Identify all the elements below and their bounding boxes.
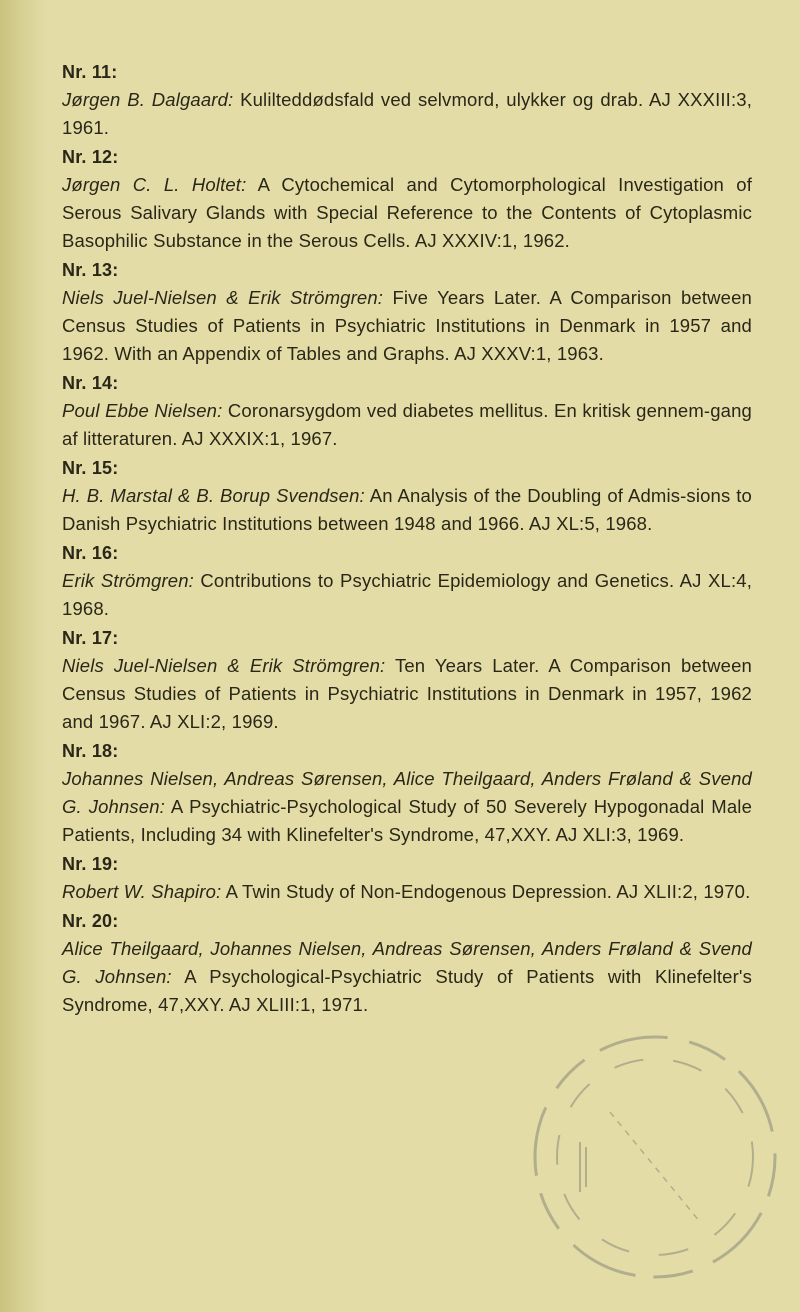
entry-authors: Robert W. Shapiro: xyxy=(62,881,222,902)
entry-number: Nr. 12: xyxy=(62,147,119,167)
entry-reference xyxy=(62,652,752,736)
entry-reference xyxy=(62,482,752,538)
list-item xyxy=(62,539,752,623)
entry-reference xyxy=(62,567,752,623)
entry-number: Nr. 13: xyxy=(62,260,119,280)
list-item xyxy=(62,256,752,368)
entry-number: Nr. 15: xyxy=(62,458,119,478)
library-stamp-icon xyxy=(520,1022,790,1292)
entry-reference xyxy=(62,765,752,849)
bibliography-list xyxy=(62,58,752,1020)
entry-authors: Johannes Nielsen, Andreas Sørensen, Alice Theilgaard, Anders Frøland & Svend G. Johnsen: xyxy=(62,768,752,817)
list-item xyxy=(62,143,752,255)
entry-authors: Niels Juel-Nielsen & Erik Strömgren: xyxy=(62,287,384,308)
entry-number: Nr. 20: xyxy=(62,911,119,931)
entry-authors: Niels Juel-Nielsen & Erik Strömgren: xyxy=(62,655,386,676)
entry-title: A Twin Study of Non-Endogenous Depression. AJ XLII:2, 1970. xyxy=(221,881,751,902)
entry-authors: Poul Ebbe Nielsen: xyxy=(62,400,223,421)
entry-number: Nr. 17: xyxy=(62,628,119,648)
entry-authors: Erik Strömgren: xyxy=(62,570,194,591)
entry-title: A Cytochemical and Cytomorphological Investigation of Serous Salivary Glands with Special Reference to the Contents of Cytoplasmic Basophilic Substance in the Serous Cells. AJ XXXIV:1, 1962. xyxy=(62,174,752,251)
entry-authors: Alice Theilgaard, Johannes Nielsen, Andreas Sørensen, Anders Frøland & Svend G. Johnsen: xyxy=(62,938,752,987)
entry-title: An Analysis of the Doubling of Admis-sions to Danish Psychiatric Institutions between 1948 and 1966. AJ XL:5, 1968. xyxy=(62,485,752,534)
list-item xyxy=(62,454,752,538)
entry-reference xyxy=(62,397,752,453)
entry-reference xyxy=(62,171,752,255)
list-item xyxy=(62,369,752,453)
list-item xyxy=(62,58,752,142)
entry-number: Nr. 19: xyxy=(62,854,119,874)
entry-title: Ten Years Later. A Comparison between Census Studies of Patients in Psychiatric Institutions in Denmark in 1957, 1962 and 1967. AJ XLI:2, 1969. xyxy=(62,655,752,732)
entry-title: Five Years Later. A Comparison between Census Studies of Patients in Psychiatric Institutions in Denmark in 1957 and 1962. With an Appendix of Tables and Graphs. AJ XXXV:1, 1963. xyxy=(62,287,752,364)
entry-authors: Jørgen C. L. Holtet: xyxy=(62,174,247,195)
entry-reference xyxy=(62,935,752,1019)
entry-reference xyxy=(62,878,752,906)
entry-title: A Psychiatric-Psychological Study of 50 Severely Hypogonadal Male Patients, Including 34 with Klinefelter's Syndrome, 47,XXY. AJ XLI:3, 1969. xyxy=(62,796,753,845)
entry-reference xyxy=(62,86,752,142)
page-edge-shadow xyxy=(0,0,48,1312)
entry-number: Nr. 14: xyxy=(62,373,119,393)
entry-number: Nr. 16: xyxy=(62,543,119,563)
list-item xyxy=(62,850,752,906)
entry-reference xyxy=(62,284,752,368)
entry-number: Nr. 18: xyxy=(62,741,119,761)
list-item xyxy=(62,737,752,849)
entry-number: Nr. 11: xyxy=(62,62,118,82)
entry-authors: H. B. Marstal & B. Borup Svendsen: xyxy=(62,485,365,506)
entry-title: A Psychological-Psychiatric Study of Patients with Klinefelter's Syndrome, 47,XXY. AJ XLIII:1, 1971. xyxy=(62,966,752,1015)
entry-title: Contributions to Psychiatric Epidemiology and Genetics. AJ XL:4, 1968. xyxy=(62,570,752,619)
entry-title: Kulilteddødsfald ved selvmord, ulykker og drab. AJ XXXIII:3, 1961. xyxy=(62,89,752,138)
list-item xyxy=(62,907,752,1019)
entry-authors: Jørgen B. Dalgaard: xyxy=(62,89,234,110)
list-item xyxy=(62,624,752,736)
entry-title: Coronarsygdom ved diabetes mellitus. En kritisk gennem-gang af litteraturen. AJ XXXIX:1, 1967. xyxy=(62,400,752,449)
